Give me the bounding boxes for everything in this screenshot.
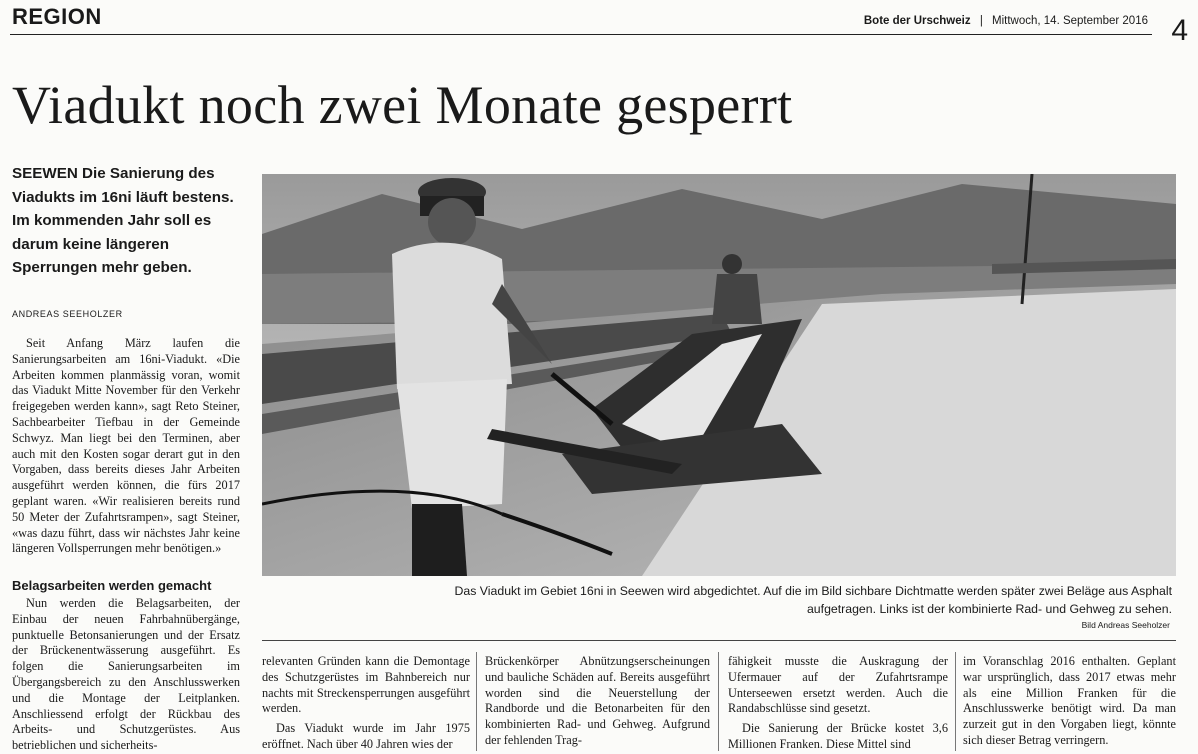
column-rule [718,652,719,751]
body-column-1: Seit Anfang März laufen die Sanierungsarbeiten am 16ni-Viadukt. «Die Arbeiten kommen planmässig voran, womit das Viadukt Mitte November für den Verkehr freigegeben werden kann», sagt Reto Steiner, Sachbearbeiter Tiefbau in der Gemeinde Schwyz. Man liegt bei den Terminen, aber auch mit den Kosten sogar derart gut in den Vorgaben, dass bereits dieses Jahr Arbeiten ausgeführt werden können, die fürs 2017 geplant waren. «Wir realisieren bereits rund 50 Meter der Zufahrtsrampen», sagt Steiner, «was dazu führt, dass wir nächstes Jahr keine längeren Vollsperrungen mehr benötigen.» [12,336,240,556]
subheading: Belagsarbeiten werden gemacht [12,578,212,593]
photo-rule [262,640,1176,641]
body-column-2 [262,654,470,753]
lead-paragraph [12,162,237,280]
body-column-5 [963,654,1176,749]
body-column-2-paragraph-1: relevanten Gründen kann die Demontage des Schutzgerüstes im Bahnbereich nur nachts mit Streckensperrungen ausgeführt werden. [262,654,470,716]
article-photo [262,174,1176,576]
header-rule [10,34,1152,35]
photo-caption: Das Viadukt im Gebiet 16ni in Seewen wird abgedichtet. Auf die im Bild sichbare Dichtmatte werden später zwei Beläge aus Asphalt aufgetragen. Links ist der kombinierte Rad- und Gehweg zu sehen. [454,584,1172,616]
body-column-3-paragraph-1: Brückenkörper Abnützungserscheinungen und bauliche Schäden auf. Bereits ausgeführt worden sind die Neuerstellung der Randborde und die Betonarbeiten für den kombinierten Rad- und Gehweg. Aufgrund der fehlenden Trag- [485,654,710,747]
lead-text: Die Sanierung des Viadukts im 16ni läuft bestens. Im kommenden Jahr soll es darum keine längeren Sperrungen mehr geben. [12,165,234,276]
body-column-4 [728,654,948,753]
masthead [864,15,1148,27]
body-column-1-continued: Nun werden die Belagsarbeiten, der Einbau der neuen Fahrbahnübergänge, punktuelle Betonsanierungen und der Ersatz der Brückenentwässerung ausgeführt. Es folgen die Sanierungsarbeiten im Übergangsbereich zu den Anschlusswerken und die Montage der Leitplanken. Anschliessend erfolgt der Rückbau des Arbeits- und Schutzgerüstes. Aus betrieblichen und sicherheits- [12,596,240,753]
body-column-4-paragraph-2: Die Sanierung der Brücke kostet 3,6 Millionen Franken. Diese Mittel sind [728,721,948,751]
photo-illustration [262,174,1176,576]
photo-credit: Bild Andreas Seeholzer [1081,620,1170,630]
section-label: REGION [12,4,102,29]
body-column-3 [485,654,710,749]
byline: ANDREAS SEEHOLZER [12,309,123,319]
body-column-2-paragraph-2: Das Viadukt wurde im Jahr 1975 eröffnet. Nach über 40 Jahren wies der [262,721,470,751]
lead-place: SEEWEN [12,165,78,182]
paper-name: Bote der Urschweiz [863,15,971,27]
page-number: 4 [1171,14,1188,47]
column-rule [476,652,477,751]
body-column-5-paragraph-1: im Voranschlag 2016 enthalten. Geplant war ursprünglich, dass 2017 etwas mehr als eine Million Franken für die Anschlusswerke benötigt wird. Da man zurzeit gut in den Vorgaben liegt, könnte sich dieser Betrag verringern. [963,654,1176,747]
body-column-4-paragraph-1: fähigkeit musste die Auskragung der Ufermauer auf der Zufahrtsrampe Unterseewen ersetzt werden. Auch die Randabschlüsse sind gesetzt. [728,654,948,716]
issue-date: Mittwoch, 14. September 2016 [992,15,1148,27]
masthead-separator: | [979,15,983,27]
column-rule [955,652,956,751]
headline: Viadukt noch zwei Monate gesperrt [12,75,793,135]
